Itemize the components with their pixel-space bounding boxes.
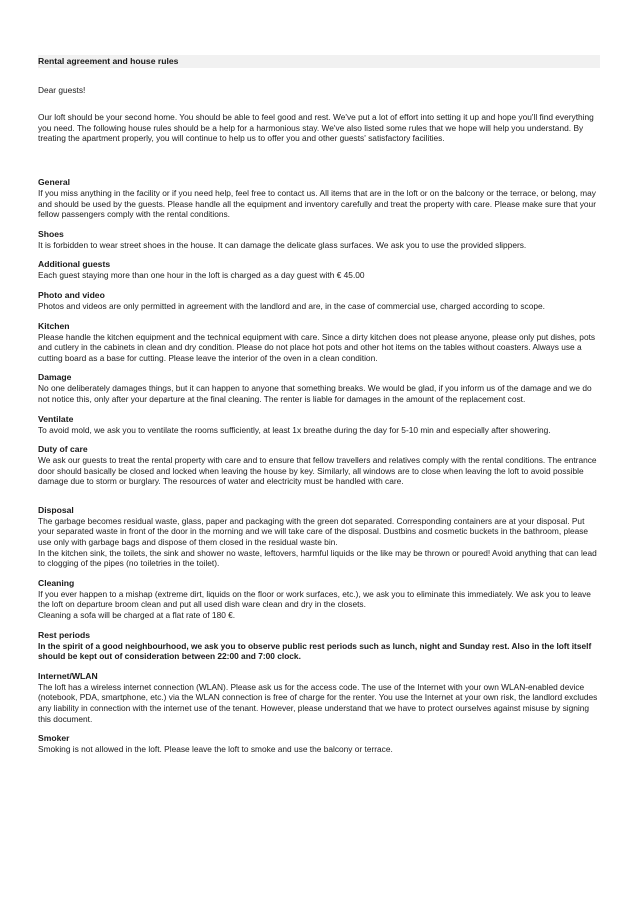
section-text: Please handle the kitchen equipment and the technical equipment with care. Since a dirty kitchen does not please anyone, please only put dishes, pots and cutlery in the cabinets in clean and dry condition. Please do not place hot pots and other hot items on the tables without coasters. Always use a cutting board as a base for cutting. Please leave the interior of the oven in a clean condition. — [38, 331, 596, 363]
section-heading: Cleaning — [38, 577, 75, 588]
section-text: Each guest staying more than one hour in the loft is charged as a day guest with € 45.00 — [38, 270, 365, 281]
section-heading: Smoker — [38, 733, 70, 744]
spacer — [38, 724, 600, 733]
spacer — [38, 250, 600, 259]
spacer — [38, 487, 600, 505]
section-text: In the spirit of a good neighbourhood, we ask you to observe public rest periods such as lunch, night and Sunday rest. Also in the loft itself should be kept out of consideration between 22:00 and 7:00 clock. — [38, 640, 592, 662]
section-heading: Photo and video — [38, 289, 105, 300]
section-heading: Shoes — [38, 228, 64, 239]
spacer — [38, 435, 600, 444]
section-text: The loft has a wireless internet connection (WLAN). Please ask us for the access code. The use of the Internet with your own WLAN-enabled device (notebook, PDA, smartphone, etc.) via the WLAN connection is free of charge for the renter. You use the Internet at your own risk, the landlord excludes any liability in connection with the internet use of the tenant. However, please understand that we have to protect ourselves against misuse by signing this document. — [38, 681, 598, 724]
section-duty-of-care — [38, 444, 600, 487]
section-disposal — [38, 505, 600, 569]
section-text: If you miss anything in the facility or if you need help, feel free to contact us. All items that are in the loft or on the balcony or the terrace, or belong, may and should be used by the guests. Please handle all the equipment and inventory carefully and treat the property with care. Please make sure that your fellow passengers comply with the rental conditions. — [38, 187, 596, 220]
section-shoes — [38, 229, 600, 251]
section-additional-guests — [38, 259, 600, 281]
spacer — [38, 363, 600, 372]
section-heading: Ventilate — [38, 413, 74, 424]
section-rest-periods — [38, 630, 600, 662]
greeting: Dear guests! — [38, 84, 86, 95]
section-heading: Rest periods — [38, 629, 91, 640]
intro-paragraph: Our loft should be your second home. You should be able to feel good and rest. We've put a lot of effort into setting it up and hope you'll find everything you need. The following house rules should be a help for a harmonious stay. We've also listed some rules that we hope will help you understand. By treating the apartment properly, you will continue to help us to offer you and other guests' satisfactory facilities. — [38, 112, 594, 144]
spacer — [38, 405, 600, 414]
section-heading: Duty of care — [38, 444, 88, 455]
section-text: Photos and videos are only permitted in agreement with the landlord and are, in the case of commercial use, charged according to scope. — [38, 300, 545, 311]
spacer — [38, 569, 600, 578]
section-cleaning — [38, 578, 600, 621]
spacer — [38, 281, 600, 290]
section-text: We ask our guests to treat the rental property with care and to ensure that fellow travellers and relatives comply with the rental conditions. The entrance door should basically be closed and locked when leaving the house by key. Similarly, all windows are to close when leaving the loft to avoid possible damage due to storm or burglary. The resources of water and electricity must be handled with care. — [38, 455, 597, 487]
section-text: The garbage becomes residual waste, glass, paper and packaging with the green dot separated. Corresponding containers are at your disposal. Put your separated waste in front of the door in the morning and we will take care of the disposal. Dustbins and cosmetic buckets in the bathroom, please use only with garbage bags and dispose of them closed in the residual waste bin. — [38, 515, 589, 548]
spacer — [38, 220, 600, 229]
document-page — [38, 55, 600, 755]
section-damage — [38, 372, 600, 404]
section-text: To avoid mold, we ask you to ventilate the rooms sufficiently, at least 1x breathe during the day for 5-10 min and especially after showering. — [38, 424, 551, 435]
section-text: No one deliberately damages things, but it can happen to anyone that something breaks. We would be glad, if you inform us of the damage and we do not notice this, only after your departure at the final cleaning. The renter is liable for damages in the amount of the replacement cost. — [38, 383, 592, 404]
section-heading: Kitchen — [38, 320, 70, 331]
section-text: In the kitchen sink, the toilets, the sink and shower no waste, leftovers, harmful liquids or the like may be thrown or poured! Avoid anything that can lead to clogging of the pipes (no toiletries in the toilet). — [38, 547, 597, 569]
section-internet-wlan — [38, 671, 600, 724]
section-text: If you ever happen to a mishap (extreme dirt, liquids on the floor or work surfaces, etc.), we ask you to eliminate this immediately. We ask you to leave the loft on departure broom clean and put all used dish ware clean and dry in the closets. — [38, 588, 591, 610]
spacer — [38, 662, 600, 671]
spacer — [38, 621, 600, 630]
document-title: Rental agreement and house rules — [38, 55, 600, 68]
section-text: Smoking is not allowed in the loft. Please leave the loft to smoke and use the balcony or terrace. — [38, 744, 393, 755]
section-heading: Additional guests — [38, 259, 111, 270]
section-smoker — [38, 733, 600, 755]
section-heading: Disposal — [38, 504, 74, 515]
section-ventilate — [38, 414, 600, 436]
section-heading: Damage — [38, 372, 72, 383]
section-general — [38, 177, 600, 220]
section-kitchen — [38, 321, 600, 364]
section-text: Cleaning a sofa will be charged at a flat rate of 180 €. — [38, 610, 236, 621]
section-heading: Internet/WLAN — [38, 670, 98, 681]
section-text: It is forbidden to wear street shoes in the house. It can damage the delicate glass surfaces. We ask you to use the provided slippers. — [38, 239, 527, 250]
spacer — [38, 144, 600, 177]
section-heading: General — [38, 176, 71, 187]
section-photo-and-video — [38, 290, 600, 312]
spacer — [38, 312, 600, 321]
